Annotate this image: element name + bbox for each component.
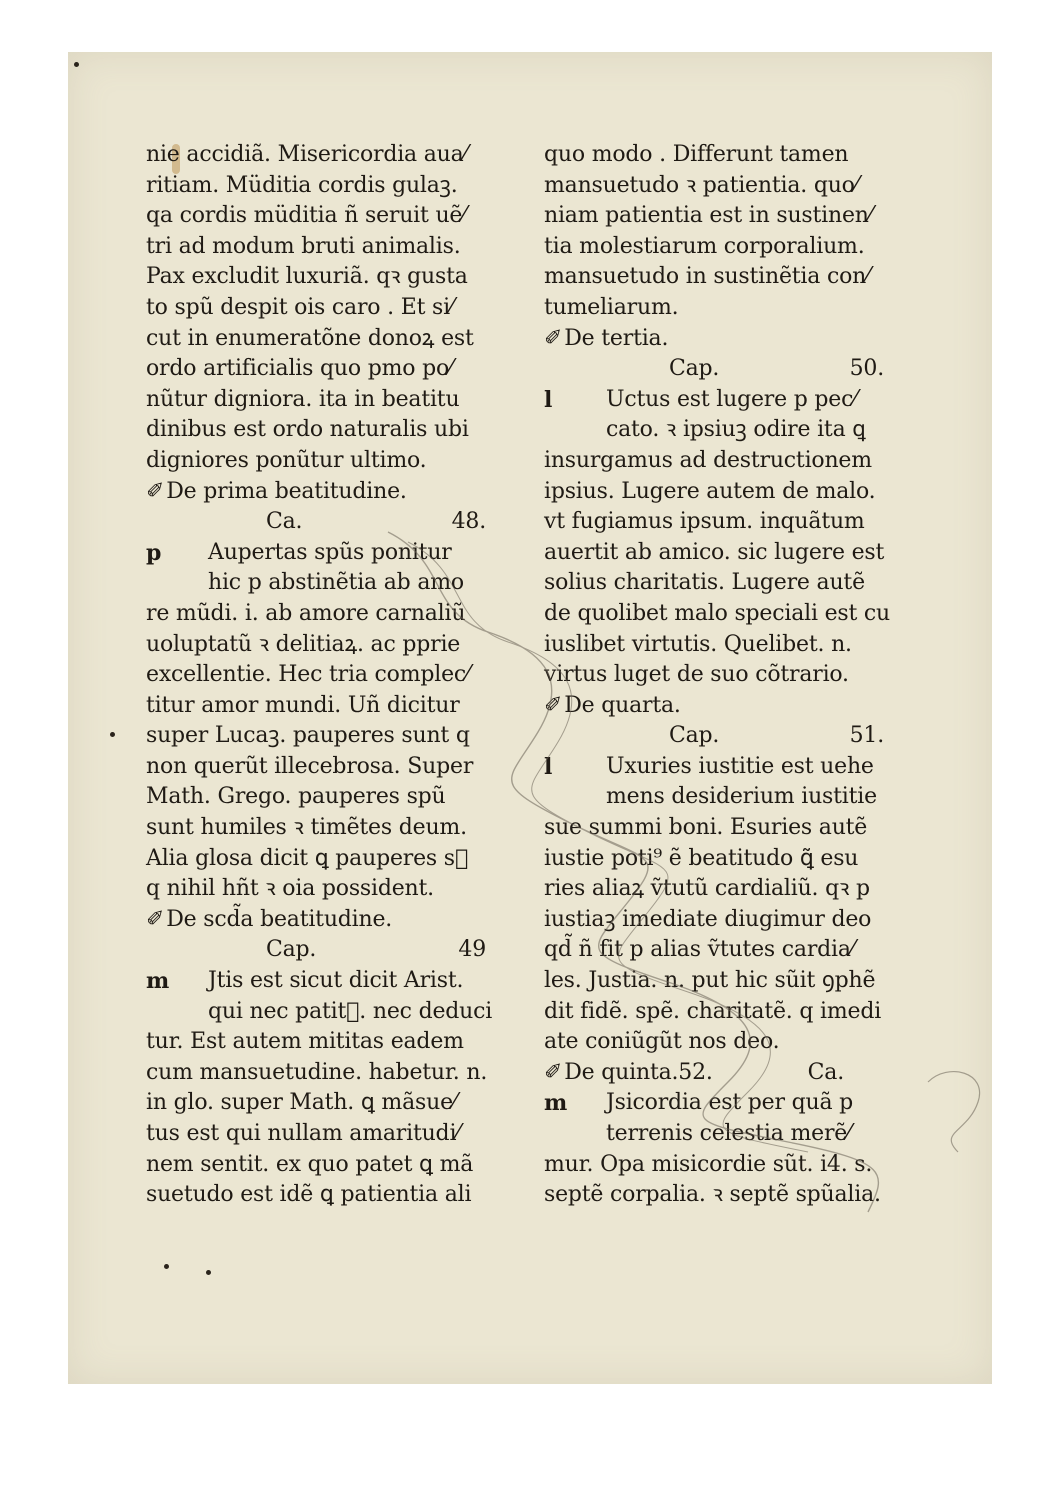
- text-line: [146, 1058, 486, 1089]
- chapter-number: 51.: [849, 723, 884, 749]
- line-text: tus est qui nullam amaritudi⁄: [146, 1121, 460, 1146]
- chapter-number: 49: [458, 937, 486, 963]
- text-line: [544, 691, 884, 722]
- line-text: insurgamus ad destructionem: [544, 447, 872, 473]
- line-text: excellentie. Hec tria complec⁄: [146, 662, 470, 688]
- line-text: Math. Grego. pauperes spũ: [146, 784, 446, 810]
- line-text: Uctus est lugere p pec⁄: [606, 386, 857, 412]
- text-line: [544, 721, 884, 752]
- text-line: [146, 171, 486, 202]
- text-line: [146, 354, 486, 385]
- text-line: [544, 171, 884, 202]
- guide-letter: m: [146, 968, 170, 995]
- line-text: sunt humiles ꝛ timẽtes deum.: [146, 815, 467, 841]
- book-page: [68, 52, 992, 1384]
- chapter-label: Cap.: [669, 356, 720, 382]
- text-line: [146, 1119, 486, 1150]
- line-text: tri ad modum bruti animalis.: [146, 233, 461, 259]
- text-line: [544, 1027, 884, 1058]
- line-text: sue summi boni. Esuries autẽ: [544, 815, 868, 841]
- text-line: [146, 324, 486, 355]
- line-text: mansuetudo in sustinẽtia con⁄: [544, 264, 870, 290]
- text-line: [544, 140, 884, 171]
- text-line: [146, 721, 486, 752]
- line-text: ries aliaꝝ ṽtutũ cardialiũ. qꝛ p: [544, 876, 870, 902]
- line-text: iustiaꝫ imediate diugimur deo: [544, 906, 872, 932]
- line-text: auertit ab amico. sic lugere est: [544, 539, 885, 565]
- line-text: to spũ despit ois caro . Et si⁄: [146, 294, 454, 320]
- line-text: septẽ corpalia. ꝛ septẽ spũalia.: [544, 1182, 881, 1208]
- text-line: [544, 905, 884, 936]
- section-heading: De prima beatitudine.: [166, 478, 407, 504]
- section-heading: De quarta.: [564, 692, 681, 718]
- text-line: [544, 1058, 884, 1089]
- line-text: Aupertas spũs ponitur: [208, 539, 452, 565]
- line-text: qui nec patit᷑. nec deduci: [208, 998, 493, 1024]
- text-line: [146, 813, 486, 844]
- chapter-label: Ca.: [266, 509, 303, 535]
- text-line: [146, 293, 486, 324]
- line-text: tumeliarum.: [544, 294, 679, 320]
- chapter-number: 50.: [849, 356, 884, 382]
- guide-letter: p: [146, 539, 162, 566]
- chapter-number: 48.: [451, 509, 486, 535]
- line-text: q nihil hñt ꝛ oia possident.: [146, 876, 434, 902]
- text-line: [146, 874, 486, 905]
- line-text: suetudo est idẽ ꝗ patientia ali: [146, 1182, 472, 1208]
- paragraph-mark-icon: ✐: [544, 692, 563, 718]
- line-text: Jsicordia est per quã p: [606, 1090, 854, 1116]
- left-text-column: [146, 140, 493, 1211]
- guide-letter: m: [544, 1090, 568, 1117]
- line-text: qa cordis müditia ñ seruit uẽ⁄: [146, 203, 466, 229]
- text-line: [544, 997, 884, 1028]
- text-line: [544, 232, 884, 263]
- text-line: [544, 568, 884, 599]
- text-line: [544, 874, 884, 905]
- line-text: iustie poti⁹ ẽ beatitudo ꝗ̃ esu: [544, 845, 859, 871]
- line-text: mansuetudo ꝛ patientia. quo⁄: [544, 172, 859, 198]
- right-text-column: [544, 140, 891, 1211]
- line-text: Uxuries iustitie est uehe: [606, 753, 874, 779]
- line-text: ordo artificialis quo pmo po⁄: [146, 356, 453, 382]
- line-text: nie accidiã. Misericordia aua⁄: [146, 142, 468, 167]
- line-text: mur. Opa misicordie sũt. i4. s.: [544, 1151, 873, 1177]
- line-text: qd̃ ñ fit p alias ṽtutes cardia⁄: [544, 937, 855, 963]
- line-text: Alia glosa dicit ꝗ pauperes sᷣ: [146, 845, 469, 871]
- line-text: non querũt illecebrosa. Super: [146, 753, 474, 779]
- text-line: [544, 1088, 884, 1119]
- text-line: [146, 262, 486, 293]
- text-line: [544, 782, 884, 813]
- text-line: [544, 201, 884, 232]
- line-text: super Lucaꝫ. pauperes sunt q: [146, 723, 470, 749]
- line-text: niam patientia est in sustinen⁄: [544, 203, 873, 229]
- section-heading: De quinta.: [564, 1059, 679, 1085]
- text-line: [146, 477, 486, 508]
- text-line: [544, 385, 884, 416]
- text-line: [146, 538, 486, 569]
- guide-letter: l: [544, 386, 553, 413]
- paragraph-mark-icon: ✐: [146, 906, 165, 932]
- paragraph-mark-icon: ✐: [544, 1059, 563, 1085]
- chapter-number: 52.: [678, 1059, 713, 1085]
- line-text: ipsius. Lugere autem de malo.: [544, 478, 876, 504]
- text-line: [544, 262, 884, 293]
- chapter-label: Cap.: [669, 723, 720, 749]
- text-line: [146, 844, 486, 875]
- chapter-label: Cap.: [266, 937, 317, 963]
- text-line: [544, 415, 884, 446]
- text-line: [146, 232, 486, 263]
- ink-dot: [110, 732, 115, 737]
- text-line: [544, 752, 884, 783]
- text-line: [544, 660, 884, 691]
- line-text: vt fugiamus ipsum. inquãtum: [544, 509, 865, 535]
- text-line: [544, 507, 884, 538]
- text-line: [146, 752, 486, 783]
- guide-letter: l: [544, 753, 553, 780]
- line-text: cut in enumeratõne donoꝝ est: [146, 325, 474, 351]
- line-text: hic p abstinẽtia ab amo: [208, 570, 464, 596]
- line-text: terrenis celestia merẽ⁄: [606, 1121, 851, 1146]
- line-text: digniores ponũtur ultimo.: [146, 447, 427, 473]
- line-text: in glo. super Math. ꝗ mãsue⁄: [146, 1090, 457, 1116]
- text-line: [146, 966, 486, 997]
- text-line: [544, 477, 884, 508]
- text-line: [146, 782, 486, 813]
- line-text: nem sentit. ex quo patet ꝗ mã: [146, 1151, 474, 1177]
- line-text: de quolibet malo speciali est cu: [544, 600, 891, 626]
- text-line: [544, 354, 884, 385]
- paragraph-mark-icon: ✐: [146, 478, 165, 504]
- line-text: mens desiderium iustitie: [606, 784, 877, 810]
- text-line: [544, 844, 884, 875]
- text-line: [544, 813, 884, 844]
- text-line: [146, 660, 486, 691]
- text-line: [544, 446, 884, 477]
- line-text: Jtis est sicut dicit Arist.: [208, 968, 464, 994]
- text-line: [146, 385, 486, 416]
- line-text: quo modo . Differunt tamen: [544, 142, 849, 167]
- text-line: [544, 1119, 884, 1150]
- text-line: [146, 997, 493, 1028]
- line-text: solius charitatis. Lugere autẽ: [544, 570, 865, 596]
- chapter-label: Ca.: [807, 1059, 844, 1085]
- text-line: [146, 568, 486, 599]
- text-line: [544, 599, 891, 630]
- text-line: [146, 446, 486, 477]
- line-text: ritiam. Müditia cordis gulaꝫ.: [146, 172, 458, 198]
- line-text: Pax excludit luxuriã. qꝛ gusta: [146, 264, 468, 290]
- line-text: virtus luget de suo cõtrario.: [544, 662, 849, 688]
- text-line: [146, 201, 486, 232]
- text-line: [544, 1180, 884, 1211]
- text-line: [146, 1027, 486, 1058]
- line-text: titur amor mundi. Uñ dicitur: [146, 692, 460, 718]
- line-text: ate coniũgũt nos deo.: [544, 1029, 780, 1055]
- text-line: [146, 630, 486, 661]
- line-text: uoluptatũ ꝛ delitiaꝝ. ac pprie: [146, 631, 461, 657]
- text-line: [544, 293, 884, 324]
- text-line: [146, 140, 486, 171]
- line-text: les. Justia. n. put hic sũit ꝯphẽ: [544, 968, 876, 994]
- text-line: [544, 1150, 884, 1181]
- ink-dot: [206, 1270, 211, 1275]
- text-line: [544, 935, 884, 966]
- text-line: [146, 1150, 486, 1181]
- text-line: [146, 691, 486, 722]
- line-text: re mũdi. i. ab amore carnaliũ: [146, 600, 466, 626]
- text-line: [146, 1180, 486, 1211]
- text-line: [146, 1088, 486, 1119]
- line-text: dit fidẽ. spẽ. charitatẽ. q imedi: [544, 998, 882, 1024]
- line-text: nũtur digniora. ita in beatitu: [146, 386, 460, 412]
- text-line: [544, 324, 884, 355]
- line-text: tur. Est autem mititas eadem: [146, 1029, 464, 1055]
- line-text: iuslibet virtutis. Quelibet. n.: [544, 631, 852, 657]
- text-line: [146, 507, 486, 538]
- text-line: [544, 966, 884, 997]
- line-text: tia molestiarum corporalium.: [544, 233, 865, 259]
- line-text: dinibus est ordo naturalis ubi: [146, 417, 469, 443]
- line-text: cum mansuetudine. habetur. n.: [146, 1059, 488, 1085]
- paragraph-mark-icon: ✐: [544, 325, 563, 351]
- text-line: [544, 630, 884, 661]
- line-text: cato. ꝛ ipsiuꝫ odire ita ꝗ: [606, 417, 866, 443]
- text-line: [146, 935, 486, 966]
- section-heading: De tertia.: [564, 325, 669, 351]
- ink-dot: [164, 1264, 169, 1269]
- text-line: [146, 415, 486, 446]
- text-line: [146, 599, 486, 630]
- text-line: [146, 905, 486, 936]
- section-heading: De scd̃a beatitudine.: [166, 906, 393, 932]
- text-line: [544, 538, 884, 569]
- ink-dot: [74, 62, 79, 67]
